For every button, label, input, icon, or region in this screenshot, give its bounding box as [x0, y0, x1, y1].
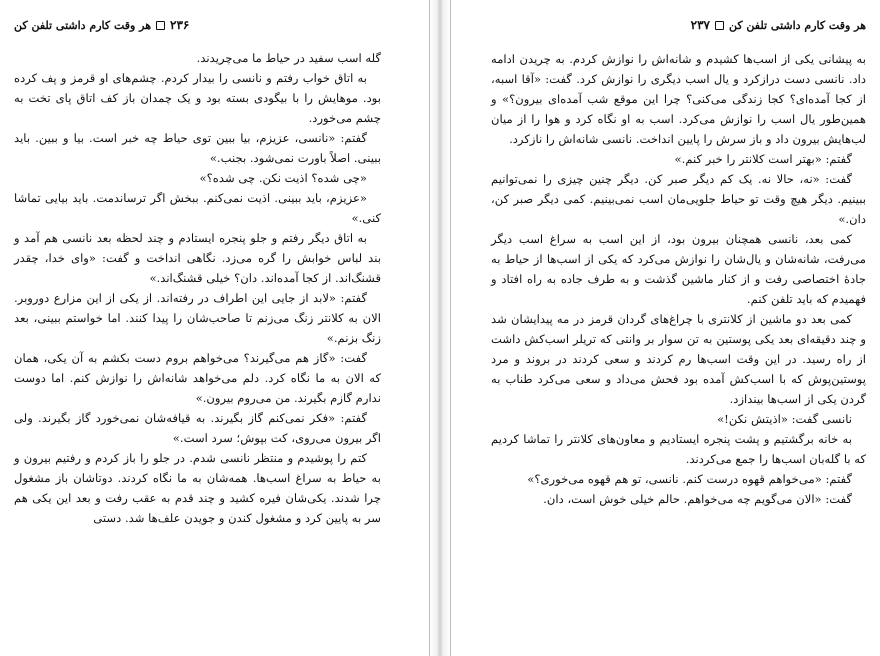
paragraph: گفتم: «لابد از جایی این اطراف در رفته‌اند. از یکی از این مزارع دوروبر. الان به کلانتر زنگ می‌زنم تا صاحب‌شان را پیدا کنند. اما خواستم ببینی، بعد زنگ بزنم.» — [14, 291, 381, 345]
paragraph: گفت: «گاز هم می‌گیرند؟ می‌خواهم بروم دست بکشم به آن یکی، همان که الان به ما نگاه کرد. دلم می‌خواهد شانه‌اش را نوازش کنم. اما دوست ندارم گازم بگیرند. من می‌روم بیرون.» — [14, 351, 381, 405]
square-bullet-icon — [156, 21, 165, 30]
right-page-body — [491, 49, 866, 509]
paragraph: گفت: «نه، حالا نه. یک کم دیگر صبر کن. دیگر چنین چیزی را نمی‌توانیم ببینیم. دیگر هیچ وقت تو حیاط جلویی‌مان اسب نمی‌بینیم. کمی دیگر صبر کن، دان.» — [491, 172, 866, 226]
paragraph: به خانه برگشتیم و پشت پنجره ایستادیم و معاون‌های کلانتر را تماشا کردیم که با گله‌بان اسب‌ها را جمع می‌کردند. — [491, 432, 866, 466]
paragraph: کتم را پوشیدم و منتظر نانسی شدم. در جلو را باز کردم و رفتیم بیرون و به حیاط به سراغ اسب‌ها. همه‌شان به ما نگاه کردند. دوتاشان باز مشغول چرا شدند. یکی‌شان فیره کشید و چند قدم به عقب رفت و بعد این یکی هم سر به پایین کرد و مشغول کندن و جویدن علف‌ها شد. دستی — [14, 451, 381, 525]
paragraph: به اتاق خواب رفتم و نانسی را بیدار کردم. چشم‌های او قرمز و پف کرده بود. موهایش را با بیگودی بسته بود و یک چمدان باز کف اتاق پای تخت به چشم می‌خورد. — [14, 71, 381, 125]
left-page-header — [14, 16, 381, 34]
paragraph: به اتاق دیگر رفتم و جلو پنجره ایستادم و چند لحظه بعد نانسی هم آمد و بند لباس خوابش را گره می‌زد. نگاهی انداخت و گفت: «وای خدا، چقدر قشنگ‌اند. از کجا آمده‌اند. دان؟ خیلی قشنگ‌اند.» — [14, 231, 381, 285]
left-page — [0, 0, 429, 656]
paragraph: گله اسب سفید در حیاط ما می‌چریدند. — [196, 51, 381, 65]
left-running-title: هر وقت کارم داشتی تلفن کن — [14, 18, 152, 32]
paragraph: به پیشانی یکی از اسب‌ها کشیدم و شانه‌اش را نوازش کردم. به چریدن ادامه داد. نانسی دست درازکرد و یال اسب دیگری را نوازش کرد. گفت: «آقا اسبه، از کجا آمده‌ای؟ کجا زندگی می‌کنی؟ چرا این موقع شب آمده‌ای بیرون؟» و همین‌طور یال اسب را نوازش می‌کرد. اسب به او نگاه کرد و هوا را از میان لب‌هایش بیرون داد و باز سرش را پایین انداخت. نانسی شانه‌اش را نازکرد. — [491, 52, 866, 146]
paragraph: نانسی گفت: «اذیتش نکن!» — [717, 412, 852, 426]
right-page — [451, 0, 880, 656]
paragraph: گفتم: «فکر نمی‌کنم گاز بگیرند. به قیافه‌شان نمی‌خورد گاز بگیرند. ولی اگر بیرون می‌روی، کت بپوش؛ سرد است.» — [14, 411, 381, 445]
right-running-title: هر وقت کارم داشتی تلفن کن — [728, 18, 866, 32]
book-gutter — [429, 0, 451, 656]
left-page-body — [14, 48, 381, 528]
paragraph: گفتم: «می‌خواهم قهوه درست کنم. نانسی، تو هم قهوه می‌خوری؟» — [527, 472, 852, 486]
paragraph: کمی بعد دو ماشین از کلانتری با چراغ‌های گردان قرمز در مه پیدایشان شد و چند دقیقه‌ای بعد یکی پوستین به تن سوار بر وانتی که تریلر اسب‌کش داشت از راه رسید. در این وقت اسب‌ها رم کردند و سعی کردند در بروند و مرد پوستین‌پوش که با اسب‌کش آمده بود فحش می‌داد و سعی می‌کرد طناب به گردن یکی از اسب‌ها بیندازد. — [491, 312, 866, 406]
paragraph: «عزیزم، باید ببینی. اذیت نمی‌کنم. ببخش اگر ترساندمت. باید بیایی تماشا کنی.» — [14, 191, 381, 225]
left-page-number: ۲۳۶ — [170, 18, 190, 32]
right-page-number: ۲۳۷ — [690, 18, 710, 32]
square-bullet-icon — [715, 21, 724, 30]
right-page-header — [491, 16, 866, 34]
paragraph: کمی بعد، نانسی همچنان بیرون بود، از این اسب به سراغ اسب دیگر می‌رفت، شانه‌شان و یال‌شان را نوازش می‌کرد که یکی از اسب‌ها از حیاط به جادهٔ اختصاصی رفت و از کنار ماشین گذشت و به طرف جاده به راه افتاد و فهمیدم که باید تلفن کنم. — [491, 232, 866, 306]
paragraph: گفتم: «بهتر است کلانتر را خبر کنم.» — [674, 152, 852, 166]
left-page-edge — [429, 0, 430, 656]
paragraph: «چی شده؟ اذیت نکن. چی شده؟» — [199, 171, 367, 185]
paragraph: گفتم: «نانسی، عزیزم، بیا ببین توی حیاط چه خبر است. بیا و ببین. باید ببینی. اصلاً باورت نمی‌شود. بجنب.» — [14, 131, 381, 165]
paragraph: گفت: «الان می‌گویم چه می‌خواهم. حالم خیلی خوش است، دان. — [543, 492, 852, 506]
